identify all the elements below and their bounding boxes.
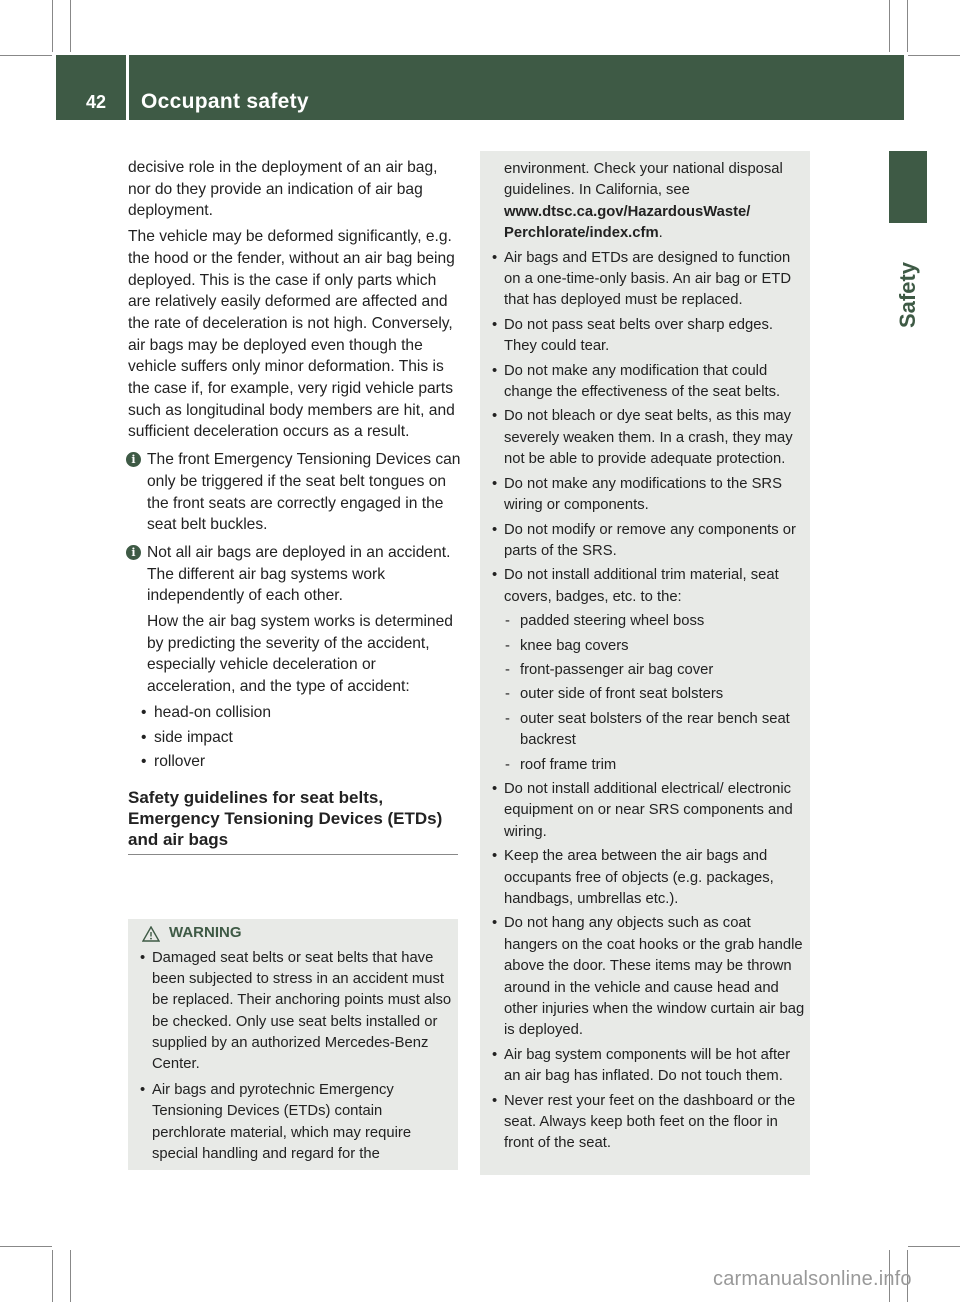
crop-mark [70, 0, 71, 52]
warning-title: WARNING [169, 924, 242, 941]
page-number: 42 [86, 92, 107, 112]
list-item: • Air bags and pyrotechnic Emergency Tensioning Devices (ETDs) contain perchlorate material, which may require special handling and regard for the [140, 1080, 456, 1165]
list-item: • Do not install additional electrical/ electronic equipment on or near SRS components and wiring. [492, 779, 808, 843]
sub-list-item: - outer seat bolsters of the rear bench seat backrest [492, 709, 808, 752]
continuation-sentence: environment. Check your national disposal guidelines. In California, see [504, 161, 783, 199]
crop-mark [908, 55, 960, 56]
left-column [128, 157, 462, 855]
intro-paragraph: decisive role in the deployment of an air bag, nor do they provide an indication of air bag deployment. [128, 159, 438, 220]
list-item: • Never rest your feet on the dashboard or the seat. Always keep both feet on the floor in front of the seat. [492, 1091, 808, 1155]
crop-mark [52, 1250, 53, 1302]
crop-mark [907, 0, 908, 52]
crop-mark [0, 55, 52, 56]
list-item: • Air bags and ETDs are designed to function on a one-time-only basis. An air bag or ETD that has deployed must be replaced. [492, 248, 808, 312]
side-tab [888, 245, 928, 345]
info-note [128, 449, 462, 536]
page-header [56, 55, 904, 120]
list-item: • Do not install additional trim material, seat covers, badges, etc. to the: [492, 565, 808, 608]
info-text: How the air bag system works is determined by predicting the severity of the accident, especially vehicle deceleration or acceleration, and the type of accident: [147, 613, 453, 696]
list-item: • Keep the area between the air bags and occupants free of objects (e.g. packages, handbags, umbrellas etc.). [492, 846, 808, 910]
list-item: • Do not hang any objects such as coat hangers on the coat hooks or the grab handle above the door. These items may be thrown around in the vehicle and cause head and other injuries when the window curtain air bag is deployed. [492, 913, 808, 1041]
disposal-url[interactable]: www.dtsc.ca.gov/HazardousWaste/ Perchlorate/index.cfm [504, 203, 751, 242]
list-item: • rollover [141, 751, 462, 773]
warning-box-continued [480, 151, 810, 1175]
list-item: • Do not modify or remove any components or parts of the SRS. [492, 520, 808, 563]
info-icon: i [126, 452, 141, 467]
info-text: Not all air bags are deployed in an accident. The different air bag systems work independently of each other. [147, 543, 451, 605]
continuation-text [492, 159, 808, 245]
sub-list-item: - padded steering wheel boss [492, 611, 808, 632]
intro-paragraph: The vehicle may be deformed significantly, e.g. the hood or the fender, without an air bag being deployed. This is the case if only parts which are relatively easily deformed are affected and the rate of deceleration is not high. Conversely, air bags may be deployed even though the vehicle suffers only minor deformation. This is the case if, for example, very rigid vehicle parts such as longitudinal body members are hit, and sufficient deceleration occurs as a result. [128, 228, 455, 441]
info-note [128, 542, 462, 698]
sub-list-item: - outer side of front seat bolsters [492, 684, 808, 705]
sub-list-item: - knee bag covers [492, 636, 808, 657]
warning-triangle-icon [142, 926, 160, 942]
warning-list [140, 948, 456, 1170]
crop-mark [0, 1246, 52, 1247]
list-item: • Do not make any modifications to the SRS wiring or components. [492, 474, 808, 517]
section-heading: Safety guidelines for seat belts, Emergency Tensioning Devices (ETDs) and air bags [128, 787, 458, 855]
list-item: • Do not pass seat belts over sharp edges. They could tear. [492, 315, 808, 358]
section-title: Occupant safety [141, 90, 309, 113]
accident-type-list [128, 702, 462, 773]
url-suffix: . [658, 225, 663, 242]
list-item: • head-on collision [141, 702, 462, 724]
crop-mark [52, 0, 53, 52]
warning-list [492, 248, 808, 1155]
header-divider [126, 55, 129, 120]
list-item: • Do not bleach or dye seat belts, as this may severely weaken them. In a crash, they may not be able to provide adequate protection. [492, 406, 808, 470]
info-text: The front Emergency Tensioning Devices can only be triggered if the seat belt tongues on the front seats are correctly engaged in the seat belt buckles. [147, 451, 461, 534]
side-tab-block [889, 151, 927, 223]
info-icon: i [126, 545, 141, 560]
sub-list-item: - front-passenger air bag cover [492, 660, 808, 681]
list-item: • Damaged seat belts or seat belts that have been subjected to stress in an accident must be replaced. Their anchoring points must also be checked. Only use seat belts installed or supplied by an authorized Mercedes-Benz Center. [140, 948, 456, 1075]
warning-box [128, 919, 458, 1170]
list-item: • Air bag system components will be hot after an air bag has inflated. Do not touch them. [492, 1045, 808, 1088]
crop-mark [908, 1246, 960, 1247]
watermark: carmanualsonline.info [713, 1268, 912, 1290]
side-tab-label: Safety [895, 261, 920, 329]
crop-mark [70, 1250, 71, 1302]
crop-mark [889, 0, 890, 52]
list-item: • Do not make any modification that could change the effectiveness of the seat belts. [492, 361, 808, 404]
sub-list-item: - roof frame trim [492, 755, 808, 776]
list-item: • side impact [141, 727, 462, 749]
